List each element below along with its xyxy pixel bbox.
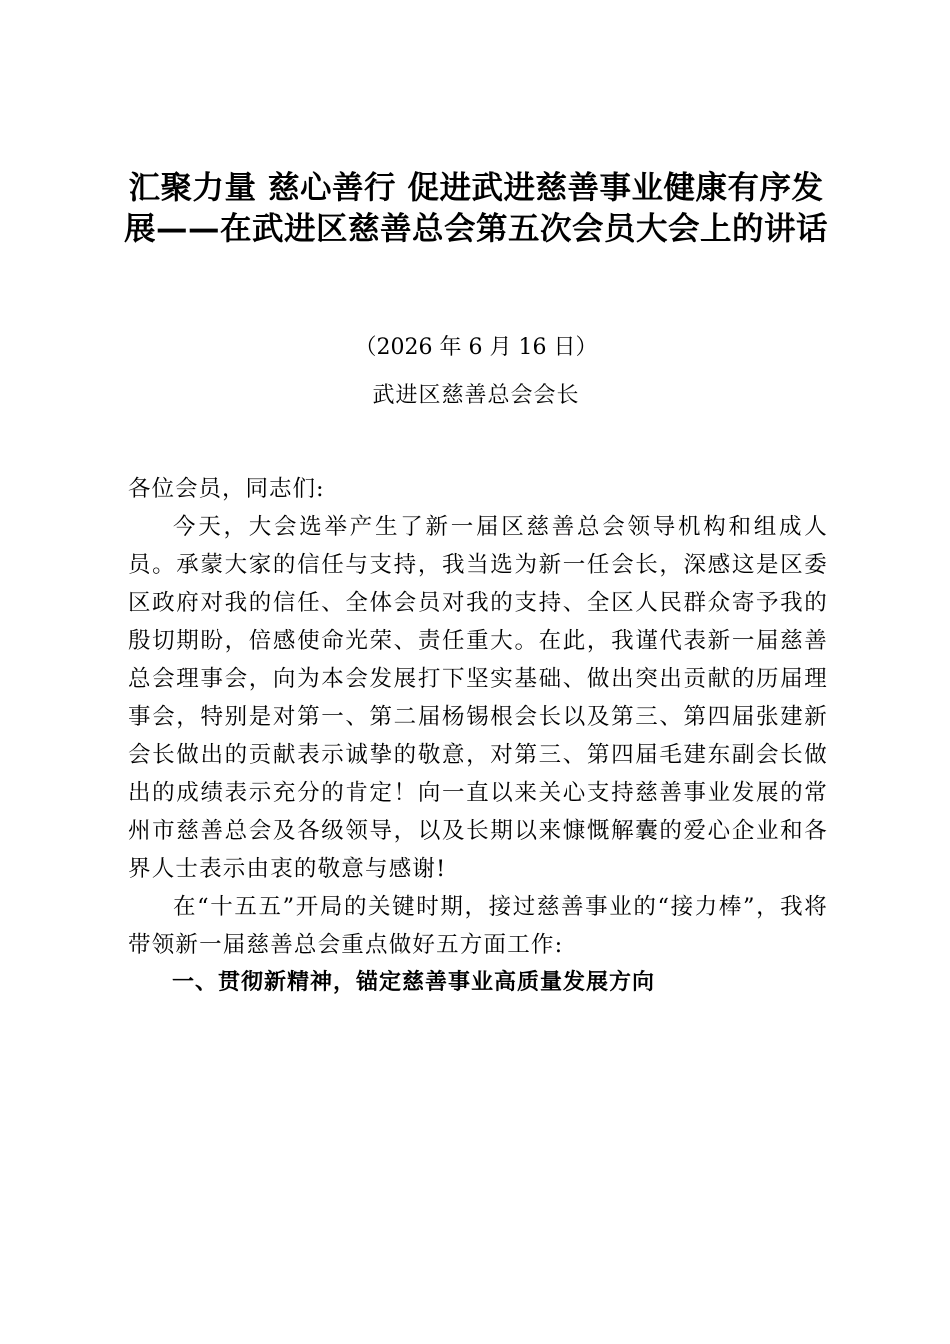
paragraph: 在“十五五”开局的关键时期，接过慈善事业的“接力棒”，我将带领新一届慈善总会重点做好五方面工作: <box>128 894 828 958</box>
document-title: 汇聚力量 慈心善行 促进武进慈善事业健康有序发展——在武进区慈善总会第五次会员大会上的讲话 <box>123 170 828 247</box>
section-heading: 一、贯彻新精神，锚定慈善事业高质量发展方向 <box>172 970 656 995</box>
speech-body <box>128 470 828 1002</box>
greeting: 各位会员，同志们: <box>128 476 325 502</box>
paragraph: 今天，大会选举产生了新一届区慈善总会领导机构和组成人员。承蒙大家的信任与支持，我当选为新一任会长，深感这是区委区政府对我的信任、全体会员对我的支持、全区人民群众寄予我的殷切期盼，倍感使命光荣、责任重大。在此，我谨代表新一届慈善总会理事会，向为本会发展打下坚实基础、做出突出贡献的历届理事会，特别是对第一、第二届杨锡根会长以及第三、第四届张建新会长做出的贡献表示诚挚的敬意，对第三、第四届毛建东副会长做出的成绩表示充分的肯定！向一直以来关心支持慈善事业发展的常州市慈善总会及各级领导，以及长期以来慷慨解囊的爱心企业和各界人士表示由衷的敬意与感谢! <box>128 514 828 882</box>
speaker-title: 武进区慈善总会会长 <box>372 383 580 408</box>
speech-date: （2026 年 6 月 16 日） <box>354 335 598 360</box>
